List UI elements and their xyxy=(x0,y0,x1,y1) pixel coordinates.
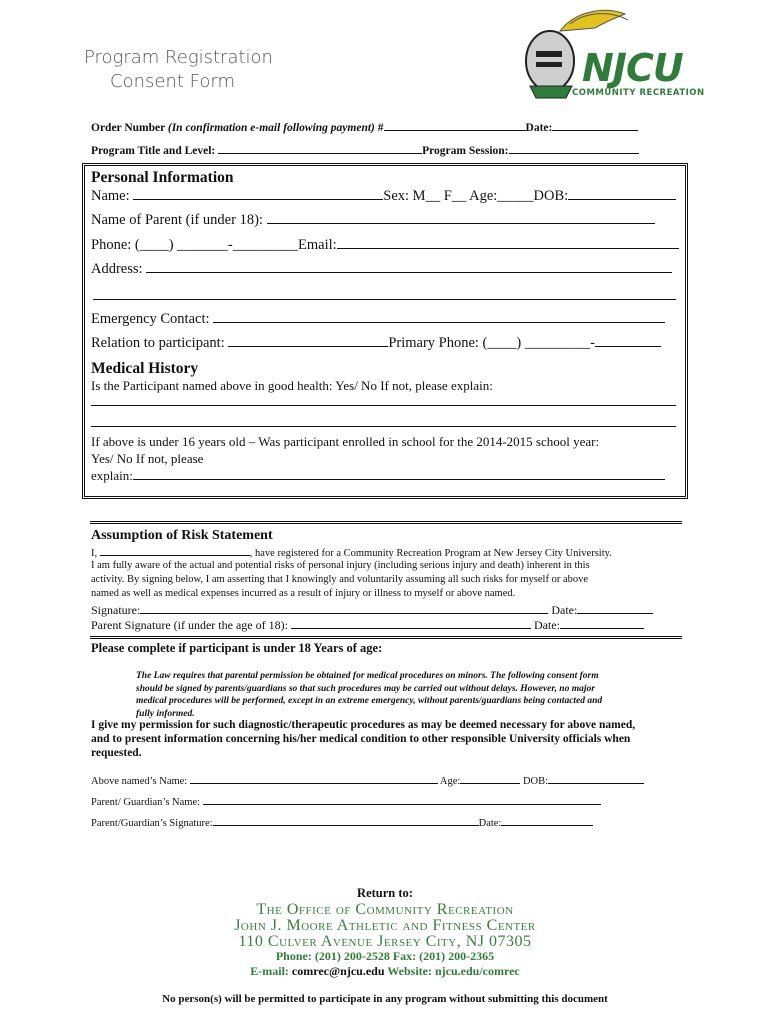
signature-date-label: Date: xyxy=(551,603,578,617)
age-label: Age: xyxy=(439,776,461,787)
form-title-line2: Consent Form xyxy=(110,71,235,92)
law-paragraph xyxy=(136,670,602,720)
school-question-line2: Yes/ No If not, please xyxy=(91,451,204,466)
order-number-field[interactable] xyxy=(384,119,526,131)
permission-line1: I give my permission for such diagnostic/therapeutic procedures as may be deemed necessary for above named, xyxy=(91,719,636,731)
guardian-date-field[interactable] xyxy=(501,816,593,826)
signature-field[interactable] xyxy=(140,602,548,614)
program-title-label: Program Title and Level: xyxy=(91,145,216,157)
order-date-label: Date: xyxy=(525,122,553,134)
medical-history-heading: Medical History xyxy=(91,360,199,377)
risk-line4: named as well as medical expenses incurred as a result of injury or illness to myself or above named. xyxy=(91,588,516,599)
signature-date-field[interactable] xyxy=(577,602,653,614)
relation-row xyxy=(91,335,661,352)
email-label: E-mail: xyxy=(250,964,289,978)
risk-line1-suffix: , have registered for a Community Recreation Program at New Jersey City University. xyxy=(249,548,612,559)
website-link[interactable]: Website: njcu.edu/comrec xyxy=(387,964,520,978)
participant-name-field[interactable] xyxy=(100,546,250,556)
phone-row xyxy=(91,237,679,254)
risk-line2: I am fully aware of the actual and potential risks of personal injury (including serious injury and death) inherent in this xyxy=(91,560,590,571)
sex-age-dob-label: Sex: M__ F__ Age:_____DOB: xyxy=(383,188,569,204)
school-question-line1: If above is under 16 years old – Was participant enrolled in school for the 2014-2015 school year: xyxy=(91,434,600,449)
relation-label: Relation to participant: xyxy=(91,335,225,351)
risk-line1-prefix: I, xyxy=(91,548,98,559)
personal-info-heading: Personal Information xyxy=(91,169,234,186)
order-number-note: (In confirmation e-mail following payment) xyxy=(167,122,375,134)
name-row xyxy=(91,188,676,205)
address-label: Address: xyxy=(91,261,143,277)
health-explain-line1[interactable] xyxy=(91,405,676,406)
school-explain-row xyxy=(91,468,665,484)
program-title-field[interactable] xyxy=(218,142,422,154)
parent-name-label: Name of Parent (if under 18): xyxy=(91,212,263,228)
permission-line2: and to present information concerning his/her medical condition to other responsible University officials when xyxy=(91,733,631,745)
logo-subtitle: COMMUNITY RECREATION xyxy=(572,88,705,98)
parent-signature-date-label: Date: xyxy=(533,618,560,632)
relation-field[interactable] xyxy=(228,335,388,347)
above-named-label: Above named’s Name: xyxy=(91,776,188,787)
parent-name-field[interactable] xyxy=(267,212,655,224)
guardian-date-label: Date: xyxy=(478,818,502,829)
address-field-line2[interactable] xyxy=(93,299,676,300)
email-field[interactable] xyxy=(337,237,679,249)
address-row xyxy=(91,261,672,278)
submission-notice: No person(s) will be permitted to participate in any program without submitting this document xyxy=(162,993,608,1005)
risk-line3: activity. By signing below, I am asserting that I knowingly and voluntarily assuming all such risks for myself or above xyxy=(91,574,589,585)
parent-row xyxy=(91,212,655,229)
primary-phone-label: Primary Phone: (____) _________- xyxy=(388,335,595,351)
njcu-logo xyxy=(520,6,705,106)
health-question: Is the Participant named above in good health: Yes/ No If not, please explain: xyxy=(91,378,493,393)
risk-heading: Assumption of Risk Statement xyxy=(91,528,273,543)
guardian-signature-row xyxy=(91,816,593,829)
logo-wordmark: NJCU xyxy=(582,46,683,90)
email-link[interactable]: comrec@njcu.edu xyxy=(291,964,385,978)
order-number-label: Order Number xyxy=(91,122,165,134)
minor-heading: Please complete if participant is under 18 Years of age: xyxy=(91,641,383,655)
emergency-contact-field[interactable] xyxy=(213,311,665,323)
law-line1: The Law requires that parental permission be obtained for medical procedures on minors. The following consent form xyxy=(136,671,599,681)
return-to-label: Return to: xyxy=(357,886,413,900)
order-date-field[interactable] xyxy=(552,119,638,131)
guardian-signature-field[interactable] xyxy=(213,816,479,826)
address-field[interactable] xyxy=(146,261,672,273)
guardian-signature-label: Parent/Guardian’s Signature: xyxy=(91,818,213,829)
program-session-field[interactable] xyxy=(509,142,639,154)
center-name: John J. Moore Athletic and Fitness Center xyxy=(234,917,536,934)
name-label: Name: xyxy=(91,188,130,204)
office-contact-row xyxy=(0,964,770,979)
parent-signature-label: Parent Signature (if under the age of 18): xyxy=(91,618,288,632)
guardian-name-field[interactable] xyxy=(203,795,601,805)
form-title-line1: Program Registration xyxy=(84,47,273,68)
emergency-contact-label: Emergency Contact: xyxy=(91,311,210,327)
school-explain-field[interactable] xyxy=(133,468,665,480)
emergency-row xyxy=(91,311,665,328)
parent-signature-date-field[interactable] xyxy=(560,617,644,629)
health-explain-line2[interactable] xyxy=(91,426,676,427)
law-line4: fully informed. xyxy=(136,708,195,719)
office-phone: Phone: (201) 200-2528 Fax: (201) 200-2365 xyxy=(275,949,495,963)
signature-label: Signature: xyxy=(91,603,141,617)
guardian-name-row xyxy=(91,795,601,808)
permission-line3: requested. xyxy=(91,747,142,759)
name-field[interactable] xyxy=(133,188,383,200)
parent-signature-row xyxy=(91,617,644,633)
above-named-row xyxy=(91,774,644,787)
phone-email-label: Phone: (____) _______-_________Email: xyxy=(91,237,337,253)
school-explain-label: explain: xyxy=(91,468,133,483)
minor-dob-field[interactable] xyxy=(548,774,644,784)
primary-phone-field[interactable] xyxy=(595,335,661,347)
parent-signature-field[interactable] xyxy=(291,617,531,629)
law-line3: medical procedures will be performed, except in an extreme emergency, without parents/guardians being contacted and xyxy=(136,696,603,706)
risk-line1 xyxy=(91,546,612,559)
program-session-label: Program Session: xyxy=(422,145,509,157)
dob-field[interactable] xyxy=(568,188,676,200)
program-row xyxy=(91,142,639,157)
signature-row xyxy=(91,602,653,618)
law-line2: should be signed by parents/guardians so that such procedures may be carried out without delays. However, no major xyxy=(136,683,595,694)
order-hash: # xyxy=(377,122,384,134)
office-address: 110 Culver Avenue Jersey City, NJ 07305 xyxy=(238,933,532,950)
above-named-field[interactable] xyxy=(190,774,438,784)
permission-paragraph xyxy=(91,718,635,760)
office-name: The Office of Community Recreation xyxy=(256,901,514,918)
dob-label: DOB: xyxy=(522,776,549,787)
risk-bottom-divider xyxy=(90,636,682,639)
guardian-name-label: Parent/ Guardian’s Name: xyxy=(91,797,201,808)
risk-divider xyxy=(90,521,682,524)
order-number-row xyxy=(91,119,638,134)
age-field[interactable] xyxy=(460,774,520,784)
